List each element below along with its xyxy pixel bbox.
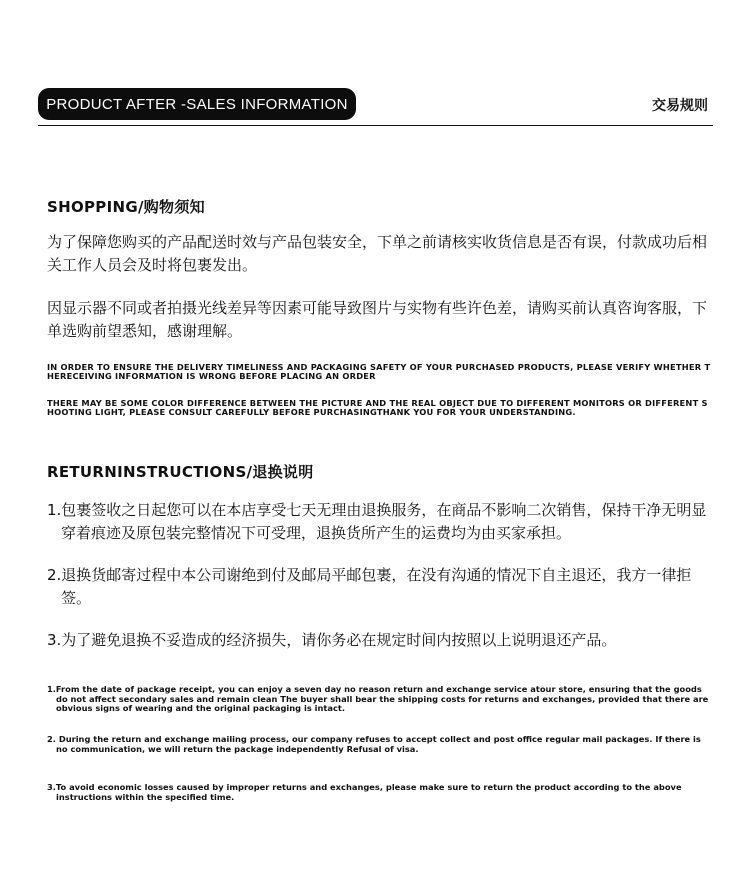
- shopping-cn-paragraph-2: 因显示器不同或者拍摄光线差异等因素可能导致图片与实物有些许色差，请购买前认真咨询客服，下单选购前望悉知，感谢理解。: [47, 299, 708, 340]
- shopping-en-paragraph-2: THERE MAY BE SOME COLOR DIFFERENCE BETWEEN THE PICTURE AND THE REAL OBJECT DUE TO DIFFERENT MONITORS OR DIFFERENT SHOOTING LIGHT, PLEASE CONSULT CAREFULLY BEFORE PURCHASINGTHANK YOU FOR YOUR UNDERSTANDING.: [47, 398, 708, 418]
- returns-cn-item-1: 1.包裹签收之日起您可以在本店享受七天无理由退换服务，在商品不影响二次销售，保持干净无明显穿着痕迹及原包装完整情况下可受理，退换货所产生的运费均为由买家承担。: [47, 501, 707, 542]
- returns-en-item-2: 2. During the return and exchange mailing process, our company refuses to accept collect and post office regular mail packages. If there is no communication, we will return the package independently Refusal of visa.: [47, 734, 701, 754]
- shopping-section-title: SHOPPING/购物须知: [47, 198, 205, 216]
- returns-section-title: RETURNINSTRUCTIONS/退换说明: [47, 463, 314, 481]
- trade-rules-label: 交易规则: [652, 98, 708, 114]
- returns-cn-item-3: 3.为了避免退换不妥造成的经济损失，请你务必在规定时间内按照以上说明退还产品。: [47, 631, 617, 649]
- header-title-badge: [38, 88, 356, 120]
- returns-en-item-3: 3.To avoid economic losses caused by improper returns and exchanges, please make sure to return the product according to the above instructions within the specified time.: [47, 782, 682, 802]
- returns-cn-item-2: 2.退换货邮寄过程中本公司谢绝到付及邮局平邮包裹，在没有沟通的情况下自主退还，我方一律拒签。: [47, 566, 692, 607]
- header-divider: [38, 125, 713, 126]
- header-title: PRODUCT AFTER -SALES INFORMATION: [46, 95, 348, 113]
- returns-en-item-1: 1.From the date of package receipt, you can enjoy a seven day no reason return and exchange service atour store, ensuring that the goods do not affect secondary sales and remain clean The buyer shall bear the shipping costs for returns and exchanges, provided that there are obvious signs of wearing and the original packaging is intact.: [47, 684, 709, 713]
- shopping-en-paragraph-1: IN ORDER TO ENSURE THE DELIVERY TIMELINESS AND PACKAGING SAFETY OF YOUR PURCHASED PRODUCTS, PLEASE VERIFY WHETHER THERECEIVING INFORMATION IS WRONG BEFORE PLACING AN ORDER: [47, 362, 711, 382]
- shopping-cn-paragraph-1: 为了保障您购买的产品配送时效与产品包装安全，下单之前请核实收货信息是否有误，付款成功后相关工作人员会及时将包裹发出。: [47, 233, 708, 274]
